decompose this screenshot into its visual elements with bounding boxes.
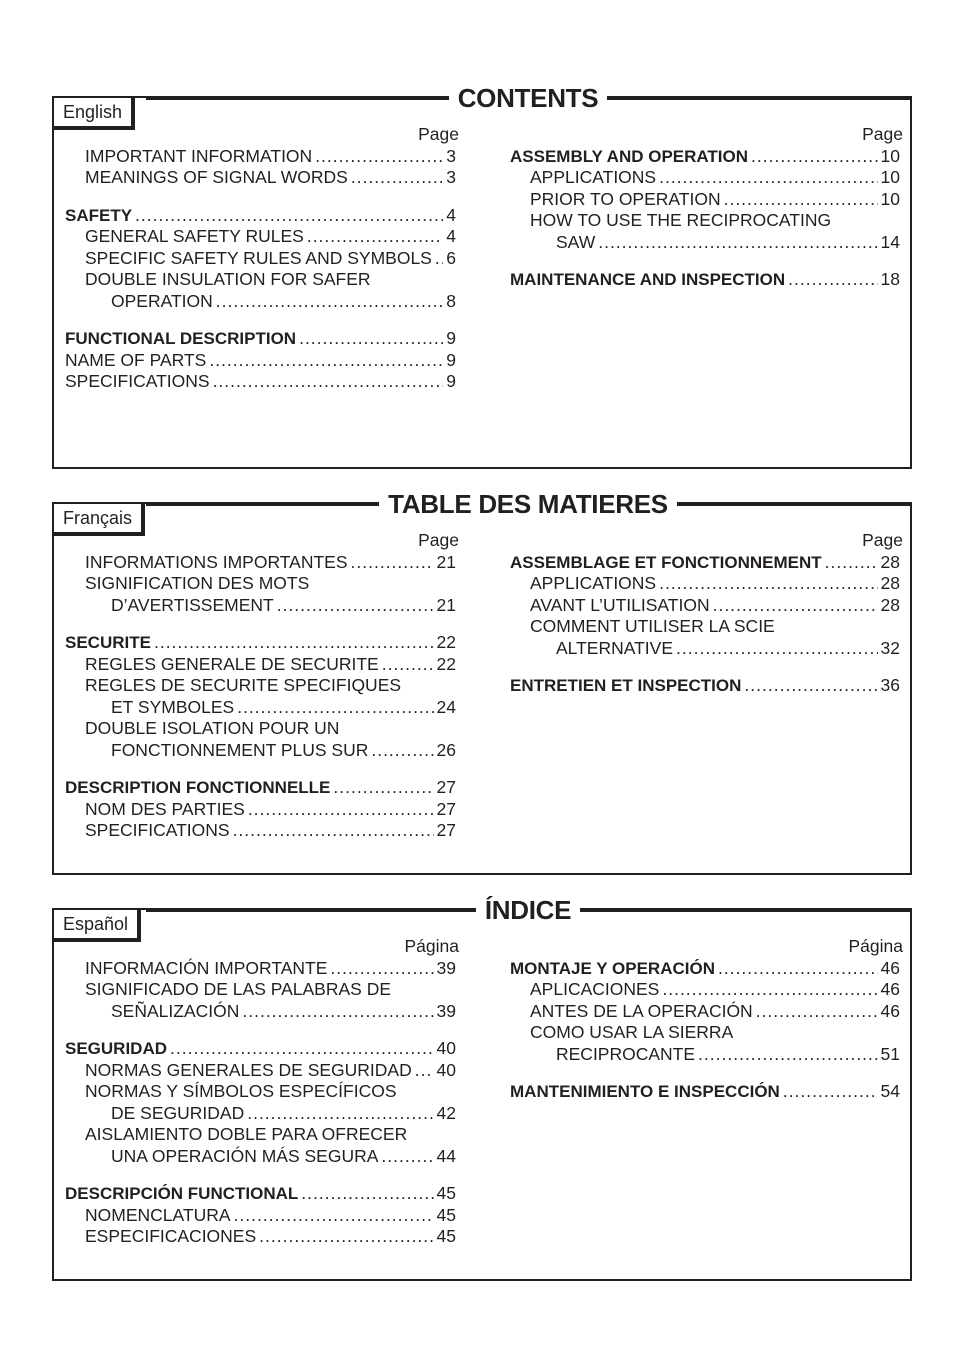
toc-entry-title: APLICACIONES [530, 979, 660, 999]
toc-entry [65, 371, 456, 393]
toc-entry-line: COMO USAR LA SIERRA [530, 1022, 734, 1042]
toc-entry [510, 979, 900, 1001]
toc-column-right [510, 530, 903, 697]
toc-column-left [65, 124, 459, 393]
toc-page-number: 10 [880, 188, 900, 209]
toc-entry-title: NORMAS GENERALES DE SEGURIDAD [85, 1059, 412, 1080]
dot-leader [724, 189, 878, 211]
toc-entry-title: ET SYMBOLES [111, 696, 235, 717]
dot-leader [676, 638, 878, 660]
toc-page-number: 9 [446, 328, 456, 348]
toc-column-left [65, 530, 459, 842]
toc-entry-title: DESCRIPCIÓN FUNCTIONAL [65, 1184, 299, 1203]
toc-entry-line: SIGNIFICATION DES MOTS [85, 573, 310, 593]
heading-rule-right [607, 97, 910, 100]
dot-leader [299, 328, 443, 350]
toc-heading-entry [65, 1038, 456, 1060]
toc-entry-title: D’AVERTISSEMENT [111, 594, 274, 615]
toc-entry [65, 654, 456, 676]
toc-page-number: 18 [880, 269, 900, 289]
toc-page-number: 6 [446, 247, 456, 268]
toc-entry-title: SAFETY [65, 205, 133, 225]
toc-heading-entry [65, 1183, 456, 1205]
group-spacer [510, 253, 900, 269]
toc-entry-title: AVANT L’UTILISATION [530, 594, 710, 615]
toc-entry [65, 1103, 456, 1125]
toc-entry-title: PRIOR TO OPERATION [530, 188, 721, 209]
toc-page-number: 40 [436, 1059, 456, 1080]
toc-entry-title: DESCRIPTION FONCTIONNELLE [65, 778, 331, 797]
dot-leader [135, 205, 443, 227]
toc-entry-title: FUNCTIONAL DESCRIPTION [65, 329, 297, 348]
toc-heading-entry [510, 146, 900, 168]
toc-entry-line: AISLAMIENTO DOBLE PARA OFRECER [85, 1124, 408, 1144]
toc-entry-title: MAINTENANCE AND INSPECTION [510, 270, 786, 289]
toc-heading-entry [65, 205, 456, 227]
toc-entry [510, 167, 900, 189]
toc-entry-line: DOUBLE INSULATION FOR SAFER [85, 269, 371, 289]
toc-entry [65, 740, 456, 762]
toc-page-number: 9 [446, 371, 456, 391]
toc-page-number: 45 [436, 1183, 456, 1203]
page-column-label: Página [848, 936, 903, 956]
dot-leader [216, 291, 443, 313]
toc-page-number: 21 [436, 551, 456, 572]
toc-heading-entry [510, 675, 900, 697]
toc-entry [510, 1044, 900, 1066]
toc-page-number: 46 [880, 1000, 900, 1021]
toc-entry-title: DE SEGURIDAD [111, 1102, 245, 1123]
toc-entry-title: SPECIFIC SAFETY RULES AND SYMBOLS [85, 247, 432, 268]
page-column-label: Página [404, 936, 459, 956]
toc-entry [65, 1001, 456, 1023]
heading-rule-right [580, 909, 910, 912]
language-tab: Français [52, 502, 143, 534]
heading-rule-left [146, 97, 449, 100]
toc-entry [65, 248, 456, 270]
dot-leader [315, 146, 443, 168]
toc-entry [65, 146, 456, 168]
toc-entry [65, 350, 456, 372]
toc-heading-entry [65, 328, 456, 350]
toc-entry [65, 291, 456, 313]
toc-entry [510, 189, 900, 211]
dot-leader [330, 958, 433, 980]
section-heading [54, 893, 910, 927]
toc-page-number: 28 [880, 594, 900, 615]
toc-page-number: 32 [880, 637, 900, 658]
language-tab: Español [52, 908, 139, 940]
toc-column-right [510, 936, 903, 1103]
toc-column-left [65, 936, 459, 1248]
toc-entry-line: HOW TO USE THE RECIPROCATING [530, 210, 832, 230]
toc-entry [65, 167, 456, 189]
dot-leader [662, 979, 877, 1001]
group-spacer [510, 1065, 900, 1081]
toc-entry-title: NAME OF PARTS [65, 349, 207, 370]
dot-leader [233, 820, 434, 842]
toc-page-number: 45 [436, 1226, 456, 1246]
toc-page-number: 44 [436, 1145, 456, 1166]
toc-entry [65, 958, 456, 980]
page-column-label: Page [862, 124, 903, 144]
heading-rule-left [146, 503, 379, 506]
toc-page-number: 14 [880, 231, 900, 252]
dot-leader [371, 740, 433, 762]
group-spacer [65, 1022, 456, 1038]
toc-page-number: 27 [436, 777, 456, 797]
section-title: TABLE DES MATIERES [379, 487, 677, 521]
toc-page-number: 42 [436, 1102, 456, 1123]
dot-leader [248, 799, 434, 821]
dot-leader [237, 697, 433, 719]
toc-entry-title: SECURITE [65, 633, 151, 652]
toc-entry-title: MANTENIMIENTO E INSPECCIÓN [510, 1082, 780, 1101]
toc-entry-title: SAW [556, 231, 596, 252]
section-spanish [52, 895, 912, 1281]
group-spacer [65, 1167, 456, 1183]
toc-entry-line: REGLES DE SECURITE SPECIFIQUES [85, 675, 402, 695]
toc-entry [510, 638, 900, 660]
toc-page-number: 4 [446, 226, 456, 246]
toc-entry-title: GENERAL SAFETY RULES [85, 226, 304, 246]
toc-entry [65, 1146, 456, 1168]
toc-entry-title: SEÑALIZACIÓN [111, 1000, 240, 1021]
toc-entry-title: SPECIFICATIONS [65, 371, 210, 391]
toc-entry-title: MONTAJE Y OPERACIÓN [510, 958, 715, 978]
toc-entry-title: APPLICATIONS [530, 167, 657, 187]
toc-entry-line: SIGNIFICADO DE LAS PALABRAS DE [85, 979, 392, 999]
toc-entry [65, 1226, 456, 1248]
dot-leader [351, 167, 443, 189]
toc-page-number: 4 [446, 204, 456, 225]
toc-entry-title: INFORMACIÓN IMPORTANTE [85, 957, 328, 978]
dot-leader [659, 573, 877, 595]
toc-page-number: 27 [436, 798, 456, 819]
toc-entry [510, 573, 900, 595]
dot-leader [744, 675, 877, 697]
toc-heading-entry [510, 958, 900, 980]
section-heading [54, 81, 910, 115]
toc-entry-title: RECIPROCANTE [556, 1043, 696, 1064]
toc-page-number: 28 [880, 551, 900, 572]
toc-page-number: 39 [436, 957, 456, 978]
toc-entry [65, 820, 456, 842]
toc-entry [510, 595, 900, 617]
toc-column-right [510, 124, 903, 291]
toc-entry-title: ALTERNATIVE [556, 637, 674, 658]
toc-heading-entry [510, 269, 900, 291]
toc-entry-title: SPECIFICATIONS [85, 820, 230, 840]
toc-page-number: 40 [436, 1038, 456, 1058]
toc-page-number: 26 [436, 739, 456, 760]
toc-page-number: 46 [880, 979, 900, 999]
toc-page-number: 46 [880, 957, 900, 978]
page-column-label: Page [862, 530, 903, 550]
toc-heading-entry [510, 552, 900, 574]
dot-leader [382, 654, 434, 676]
toc-page-number: 9 [446, 349, 456, 370]
dot-leader [234, 1205, 434, 1227]
toc-page-number: 51 [880, 1043, 900, 1064]
toc-heading-entry [65, 777, 456, 799]
section-heading [54, 487, 910, 521]
heading-rule-right [677, 503, 910, 506]
dot-leader [756, 1001, 878, 1023]
toc-page-number: 3 [446, 145, 456, 166]
dot-leader [825, 552, 878, 574]
section-title: CONTENTS [449, 81, 608, 115]
dot-leader [170, 1038, 434, 1060]
dot-leader [698, 1044, 877, 1066]
toc-entry-title: NOM DES PARTIES [85, 798, 245, 819]
toc-entry-title: OPERATION [111, 290, 213, 311]
dot-leader [415, 1060, 434, 1082]
toc-heading-entry [65, 632, 456, 654]
toc-entry [65, 552, 456, 574]
toc-entry [65, 799, 456, 821]
dot-leader [718, 958, 878, 980]
toc-page-number: 21 [436, 594, 456, 615]
heading-rule-left [146, 909, 476, 912]
toc-entry-title: ANTES DE LA OPERACIÓN [530, 1000, 753, 1021]
dot-leader [209, 350, 443, 372]
dot-leader [659, 167, 877, 189]
dot-leader [301, 1183, 433, 1205]
page-column-label: Page [418, 530, 459, 550]
page-column-label: Page [418, 124, 459, 144]
toc-entry-title: INFORMATIONS IMPORTANTES [85, 551, 348, 572]
toc-page-number: 10 [880, 145, 900, 166]
toc-entry-line: NORMAS Y SÍMBOLOS ESPECÍFICOS [85, 1081, 397, 1101]
toc-entry-title: MEANINGS OF SIGNAL WORDS [85, 167, 348, 187]
toc-entry [65, 595, 456, 617]
group-spacer [65, 312, 456, 328]
dot-leader [351, 552, 434, 574]
toc-page-number: 45 [436, 1204, 456, 1225]
toc-entry-line: COMMENT UTILISER LA SCIE [530, 616, 775, 636]
toc-entry [65, 697, 456, 719]
dot-leader [751, 146, 877, 168]
toc-entry-title: ESPECIFICACIONES [85, 1226, 257, 1246]
toc-entry-title: REGLES GENERALE DE SECURITE [85, 653, 379, 674]
section-french [52, 489, 912, 875]
dot-leader [307, 226, 443, 248]
toc-entry-title: ASSEMBLY AND OPERATION [510, 146, 749, 166]
dot-leader [242, 1001, 433, 1023]
toc-entry [510, 1001, 900, 1023]
toc-page-number: 36 [880, 675, 900, 695]
dot-leader [783, 1081, 878, 1103]
dot-leader [713, 595, 878, 617]
toc-entry-title: NOMENCLATURA [85, 1204, 231, 1225]
group-spacer [510, 659, 900, 675]
language-tab: English [52, 96, 133, 128]
toc-page-number: 24 [436, 696, 456, 717]
section-title: ÍNDICE [476, 893, 580, 927]
toc-page-number: 39 [436, 1000, 456, 1021]
group-spacer [65, 761, 456, 777]
toc-page-number: 22 [436, 653, 456, 674]
toc-entry-title: ASSEMBLAGE ET FONCTIONNEMENT [510, 552, 822, 572]
dot-leader [247, 1103, 433, 1125]
dot-leader [277, 595, 434, 617]
toc-entry [510, 232, 900, 254]
dot-leader [598, 232, 877, 254]
toc-page-number: 8 [446, 290, 456, 311]
dot-leader [154, 632, 434, 654]
toc-entry-title: SEGURIDAD [65, 1039, 168, 1058]
group-spacer [65, 616, 456, 632]
dot-leader [788, 269, 877, 291]
section-english [52, 83, 912, 469]
toc-entry-title: APPLICATIONS [530, 573, 657, 593]
toc-entry [65, 1205, 456, 1227]
toc-page-number: 22 [436, 632, 456, 652]
dot-leader [435, 248, 443, 270]
toc-entry [65, 226, 456, 248]
toc-page-number: 27 [436, 820, 456, 840]
dot-leader [333, 777, 433, 799]
toc-page-number: 10 [880, 167, 900, 187]
toc-page-number: 54 [880, 1081, 900, 1101]
dot-leader [381, 1146, 433, 1168]
dot-leader [259, 1226, 433, 1248]
toc-entry-title: FONCTIONNEMENT PLUS SUR [111, 739, 369, 760]
toc-entry-title: UNA OPERACIÓN MÁS SEGURA [111, 1145, 379, 1166]
dot-leader [213, 371, 444, 393]
toc-entry [65, 1060, 456, 1082]
group-spacer [65, 189, 456, 205]
toc-entry-title: IMPORTANT INFORMATION [85, 145, 313, 166]
toc-page-number: 28 [880, 573, 900, 593]
toc-page-number: 3 [446, 167, 456, 187]
toc-entry-title: ENTRETIEN ET INSPECTION [510, 676, 742, 695]
toc-heading-entry [510, 1081, 900, 1103]
toc-entry-line: DOUBLE ISOLATION POUR UN [85, 718, 340, 738]
